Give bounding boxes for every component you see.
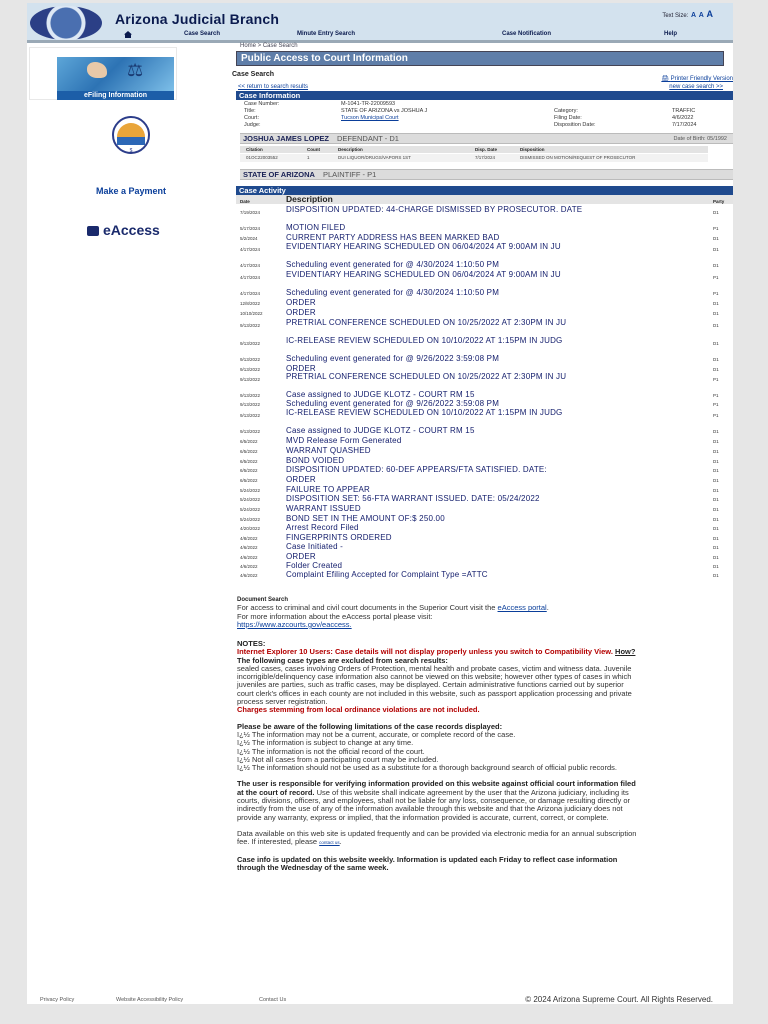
activity-description: Case assigned to JUDGE KLOTZ - COURT RM 15: [286, 390, 475, 399]
limits-title: Please be aware of the following limitations of the case records displayed:: [237, 721, 503, 731]
return-to-results-link[interactable]: << return to search results: [238, 84, 309, 90]
activity-date: 9/13/2022: [240, 393, 261, 398]
activity-description: FAILURE TO APPEAR: [286, 485, 371, 494]
court-link[interactable]: Tucson Municipal Court: [341, 115, 399, 121]
charges-header-row: [240, 146, 708, 153]
limit-3: ï¿½ The information is not the official record of the court.: [237, 746, 425, 756]
activity-description: Scheduling event generated for @ 9/26/2022 3:59:08 PM: [286, 354, 500, 363]
activity-date: 7/19/2024: [240, 210, 261, 215]
activity-date: 9/13/2022: [240, 377, 261, 382]
activity-party: D1: [713, 564, 719, 569]
activity-party: D1: [713, 449, 719, 454]
activity-date: 5/2/2024: [240, 236, 258, 241]
limit-5: ï¿½ The information should not be used as a substitute for a thorough background search of official public records.: [237, 763, 617, 773]
activity-description: ORDER: [286, 308, 316, 317]
eaccess-link[interactable]: [87, 222, 160, 238]
payment-logo-icon[interactable]: [109, 115, 153, 155]
eaccess-portal-link[interactable]: eAccess portal: [497, 603, 547, 613]
activity-party: D1: [713, 545, 719, 550]
activity-party: D1: [713, 555, 719, 560]
footer: [27, 995, 733, 1004]
activity-party: D1: [713, 210, 719, 215]
notes-section: [237, 640, 637, 872]
activity-date: 4/6/2022: [240, 564, 258, 569]
limit-4: ï¿½ Not all cases from a participating court may be included.: [237, 754, 439, 764]
efiling-image: [57, 57, 174, 92]
activity-date: 5/24/2022: [240, 517, 261, 522]
activity-party: D1: [713, 247, 719, 252]
activity-party: P1: [713, 226, 719, 231]
activity-description: Arrest Record Filed: [286, 523, 359, 532]
activity-description: BOND SET IN THE AMOUNT OF:$ 250.00: [286, 514, 445, 523]
limit-2: ï¿½ The information is subject to change at any time.: [237, 738, 414, 748]
plaintiff-role: PLAINTIFF - P1: [322, 170, 377, 179]
activity-party: D1: [713, 478, 719, 483]
data-availability-note: Data available on this web site is updated frequently and can be provided via electronic media for an annual subscription fee. If interested, please contact us.: [237, 828, 637, 847]
activity-description: Case Initiated -: [286, 542, 344, 551]
charges-col-disposition: Disposition: [520, 147, 545, 152]
text-size-label: Text Size:: [662, 13, 689, 19]
excluded-title: The following case types are excluded from search results:: [237, 655, 448, 665]
breadcrumb[interactable]: Home > Case Search: [240, 43, 298, 49]
activity-party: D1: [713, 488, 719, 493]
activity-date: 5/17/2024: [240, 226, 261, 231]
activity-date: 5/24/2022: [240, 507, 261, 512]
activity-description: MOTION FILED: [286, 223, 346, 232]
activity-party: D1: [713, 323, 719, 328]
activity-description: Scheduling event generated for @ 4/30/2024 1:10:50 PM: [286, 288, 500, 297]
document-search-text: For access to criminal and civil court documents in the Superior Court visit the eAccess portal.: [237, 603, 549, 613]
activity-party: D1: [713, 459, 719, 464]
activity-date: 9/13/2022: [240, 357, 261, 362]
activity-description: PRETRIAL CONFERENCE SCHEDULED ON 10/25/2022 AT 2:30PM IN JU: [286, 318, 567, 327]
activity-description: Case assigned to JUDGE KLOTZ - COURT RM 15: [286, 426, 475, 435]
make-a-payment-label[interactable]: Make a Payment: [95, 186, 167, 196]
activity-description: ORDER: [286, 364, 316, 373]
activity-party: D1: [713, 468, 719, 473]
activity-description: EVIDENTIARY HEARING SCHEDULED ON 06/04/2024 AT 9:00AM IN JU: [286, 270, 561, 279]
filing-date-label: Filing Date:: [554, 115, 582, 121]
sidebar: [29, 47, 179, 238]
disposition-date-label: Disposition Date:: [554, 122, 596, 128]
charge-description: DUI LIQUOR/DRUGS/VAPORS 1ST: [338, 155, 411, 160]
activity-date: 6/5/2022: [240, 439, 258, 444]
activity-party: D1: [713, 536, 719, 541]
limit-1: ï¿½ The information may not be a current, accurate, or complete record of the case.: [237, 729, 516, 739]
activity-party: P1: [713, 377, 719, 382]
activity-description: Scheduling event generated for @ 4/30/2024 1:10:50 PM: [286, 260, 500, 269]
charges-col-count: Count: [307, 147, 320, 152]
eaccess-icon: [87, 226, 99, 236]
activity-party: D1: [713, 263, 719, 268]
activity-col-date: Date: [240, 199, 250, 204]
activity-date: 5/24/2022: [240, 488, 261, 493]
charges-row: [240, 154, 708, 162]
activity-party: D1: [713, 439, 719, 444]
activity-party: P1: [713, 291, 719, 296]
disposition-date-value: 7/17/2024: [672, 122, 697, 128]
contact-us-link[interactable]: contact us: [319, 840, 340, 846]
activity-party: D1: [713, 357, 719, 362]
activity-date: 4/8/2022: [240, 536, 258, 541]
activity-description: ORDER: [286, 298, 316, 307]
title-value: STATE OF ARIZONA vs JOSHUA J: [341, 108, 428, 114]
site-header: [27, 3, 733, 43]
efiling-banner[interactable]: [29, 47, 177, 100]
hand-icon: [87, 62, 107, 78]
new-case-search-link[interactable]: new case search >>: [669, 84, 723, 90]
text-size-control: [662, 9, 713, 19]
activity-date: 9/13/2022: [240, 367, 261, 372]
activity-date: 9/13/2022: [240, 413, 261, 418]
activity-party: D1: [713, 311, 719, 316]
activity-party: D1: [713, 573, 719, 578]
activity-description: MVD Release Form Generated: [286, 436, 402, 445]
site-title[interactable]: Arizona Judicial Branch: [115, 11, 280, 27]
activity-description: IC-RELEASE REVIEW SCHEDULED ON 10/10/2022 AT 1:15PM IN JUDG: [286, 408, 563, 417]
nav-minute-entry-search[interactable]: Minute Entry Search: [297, 31, 356, 37]
responsibility-note: The user is responsible for verifying information provided on this website against official court information filed at the court of record. Use of this website shall indicate agreement by the user that the Arizona judiciary, including its courts, divisions, officers, and employees, shall not be liable for any loss, consequence, or damage resulting directly or indirectly from the use of any of the information available through this website and that the Arizona judiciary does not provide any warranty, express or implied, that the information provided is accurate, current, correct, or complete.: [237, 779, 636, 822]
activity-description: WARRANT ISSUED: [286, 504, 361, 513]
title-label: Title:: [244, 108, 256, 114]
activity-description: Complaint Efiling Accepted for Complaint Type =ATTC: [286, 570, 488, 579]
eaccess-url-link[interactable]: https://www.azcourts.gov/eaccess.: [237, 619, 352, 629]
case-number-value: M-1041-TR-22009593: [341, 101, 396, 107]
activity-description: FINGERPRINTS ORDERED: [286, 533, 392, 542]
activity-date: 9/13/2022: [240, 402, 261, 407]
text-size-medium[interactable]: A: [698, 12, 704, 19]
activity-date: 4/6/2022: [240, 555, 258, 560]
activity-description: Folder Created: [286, 561, 343, 570]
activity-date: 4/6/2022: [240, 573, 258, 578]
nav-help[interactable]: Help: [664, 31, 678, 37]
document-search-title: Document Search: [237, 597, 289, 603]
page: [27, 3, 733, 1004]
activity-date: 6/5/2022: [240, 468, 258, 473]
charges-col-disp-date: Disp. Date: [475, 147, 498, 152]
activity-date: 4/17/2024: [240, 291, 261, 296]
activity-party: P1: [713, 413, 719, 418]
scales-of-justice-icon: ⚖: [127, 60, 144, 80]
notes-title: NOTES:: [237, 639, 266, 648]
accessibility-policy-link[interactable]: Website Accessibility Policy: [116, 997, 184, 1003]
activity-date: 10/10/2022: [240, 311, 263, 316]
weekly-update-note: Case info is updated on this website weekly. Information is updated each Friday to reflect case information through the Wednesday of the same week.: [237, 854, 618, 872]
activity-party: P1: [713, 393, 719, 398]
activity-description: WARRANT QUASHED: [286, 446, 371, 455]
document-search-section: [237, 596, 637, 629]
activity-header-row: [236, 195, 733, 204]
activity-date: 9/13/2022: [240, 341, 261, 346]
document-search-more: For more information about the eAccess portal please visit:: [237, 611, 433, 621]
case-search-label: Case Search: [232, 71, 275, 78]
activity-description: EVIDENTIARY HEARING SCHEDULED ON 06/04/2024 AT 9:00AM IN JU: [286, 242, 561, 251]
activity-party: D1: [713, 497, 719, 502]
how-link[interactable]: How?: [615, 647, 636, 657]
privacy-policy-link[interactable]: Privacy Policy: [40, 997, 75, 1003]
defendant-dob: Date of Birth: 05/1992: [673, 136, 727, 142]
activity-party: D1: [713, 367, 719, 372]
activity-party: D1: [713, 429, 719, 434]
charge-disp-date: 7/17/2024: [475, 155, 496, 160]
activity-party: D1: [713, 236, 719, 241]
activity-description: Scheduling event generated for @ 9/26/2022 3:59:08 PM: [286, 399, 500, 408]
activity-date: 9/13/2022: [240, 429, 261, 434]
activity-col-party: Party: [713, 199, 725, 204]
main-nav: [27, 31, 733, 41]
activity-description: PRETRIAL CONFERENCE SCHEDULED ON 10/25/2022 AT 2:30PM IN JU: [286, 372, 567, 381]
case-number-label: Case Number:: [244, 101, 280, 107]
charge-disposition: DISMISSED ON MOTION/REQUEST OF PROSECUTOR: [520, 155, 636, 160]
excluded-body: sealed cases, cases involving Orders of Protection, mental health and probate cases, victim and witness data. Juvenile incorrigible/delinquency case information also cannot be viewed on this website; however other types of cases in which juveniles are parties, such as traffic cases, may be displayed. Certain administrative functions carried out by superior court clerk's offices in each county are not included in this website, such as passport application processing and private process server registration.: [237, 663, 632, 707]
activity-date: 4/17/2024: [240, 275, 261, 280]
activity-date: 4/17/2024: [240, 247, 261, 252]
charges-col-description: Description: [338, 147, 363, 152]
activity-party: D1: [713, 526, 719, 531]
activity-party: D1: [713, 301, 719, 306]
category-label: Category:: [554, 108, 578, 114]
plaintiff-bar: [240, 169, 733, 180]
charge-citation: 01OC22003552: [246, 155, 278, 160]
activity-party: D1: [713, 517, 719, 522]
svg-text:$: $: [129, 148, 133, 154]
ie-warning: Internet Explorer 10 Users: Case details will not display properly unless you switch to Compatibility View. How?: [237, 647, 636, 657]
defendant-role: DEFENDANT - D1: [337, 134, 399, 143]
activity-date: 4/20/2022: [240, 526, 261, 531]
activity-description: ORDER: [286, 475, 316, 484]
eaccess-label: eAccess: [103, 222, 160, 238]
court-label: Court:: [244, 115, 259, 121]
activity-description: ORDER: [286, 552, 316, 561]
activity-date: 6/5/2022: [240, 478, 258, 483]
contact-us-footer-link[interactable]: Contact Us: [259, 997, 287, 1003]
activity-col-description: Description: [286, 194, 333, 204]
activity-description: DISPOSITION SET: 56-FTA WARRANT ISSUED. DATE: 05/24/2022: [286, 494, 540, 503]
category-value: TRAFFIC: [672, 108, 696, 114]
nav-case-notification[interactable]: Case Notification: [502, 31, 552, 37]
nav-case-search[interactable]: Case Search: [184, 31, 221, 37]
judge-label: Judge:: [244, 122, 261, 128]
ordinance-note: Charges stemming from local ordinance violations are not included.: [237, 705, 480, 715]
copyright: © 2024 Arizona Supreme Court. All Rights Reserved.: [525, 995, 713, 1004]
activity-description: DISPOSITION UPDATED: 44-CHARGE DISMISSED BY PROSECUTOR. DATE: [286, 205, 583, 214]
activity-date: 9/13/2022: [240, 323, 261, 328]
case-activity-header: Case Activity: [236, 186, 733, 195]
activity-date: 5/24/2022: [240, 497, 261, 502]
activity-party: D1: [713, 341, 719, 346]
filing-date-value: 4/6/2022: [672, 115, 694, 121]
activity-party: P1: [713, 402, 719, 407]
activity-description: CURRENT PARTY ADDRESS HAS BEEN MARKED BAD: [286, 233, 500, 242]
activity-date: 6/5/2022: [240, 449, 258, 454]
text-size-small[interactable]: A: [691, 12, 697, 19]
activity-date: 4/17/2024: [240, 263, 261, 268]
activity-date: 6/5/2022: [240, 459, 258, 464]
defendant-bar: [240, 133, 733, 144]
efiling-label[interactable]: eFiling Information: [57, 91, 174, 100]
defendant-name: JOSHUA JAMES LOPEZ: [243, 134, 329, 143]
case-information-header: Case Information: [236, 91, 733, 100]
charge-count: 1: [307, 155, 310, 160]
activity-description: DISPOSITION UPDATED: 60-DEF APPEARS/FTA SATISFIED. DATE:: [286, 465, 547, 474]
text-size-large[interactable]: A: [706, 9, 713, 19]
activity-party: P1: [713, 275, 719, 280]
activity-date: 12/8/2022: [240, 301, 261, 306]
plaintiff-name: STATE OF ARIZONA: [243, 170, 315, 179]
charges-col-citation: Citation: [246, 147, 263, 152]
activity-date: 4/6/2022: [240, 545, 258, 550]
page-title: Public Access to Court Information: [236, 51, 724, 66]
activity-description: IC-RELEASE REVIEW SCHEDULED ON 10/10/2022 AT 1:15PM IN JUDG: [286, 336, 563, 345]
printer-friendly-link[interactable]: 🖨 Printer Friendly Version: [661, 76, 733, 82]
activity-description: BOND VOIDED: [286, 456, 345, 465]
activity-party: D1: [713, 507, 719, 512]
